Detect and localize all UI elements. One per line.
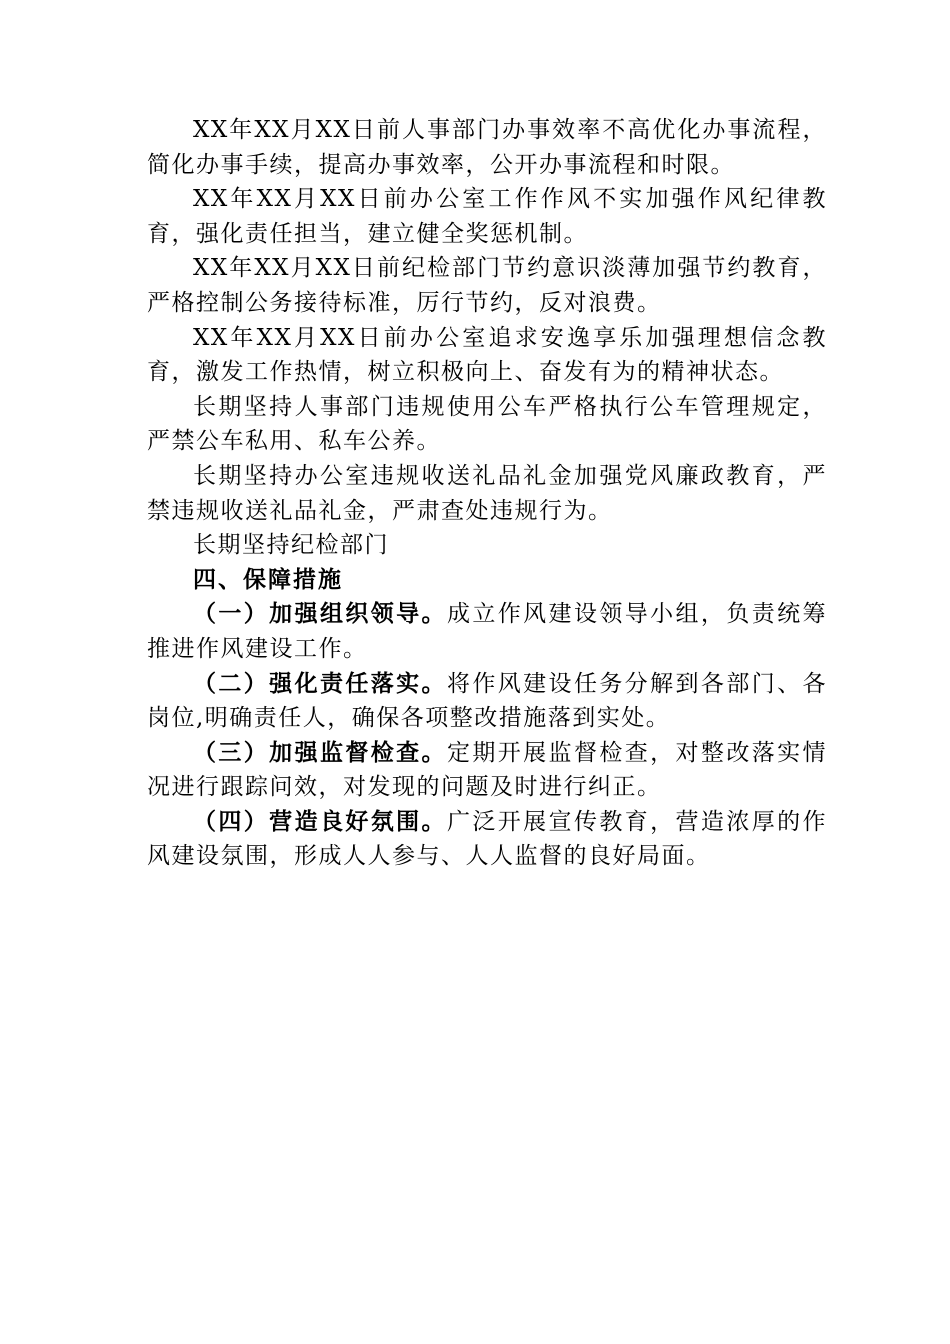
paragraph-discipline-dept: 长期坚持纪检部门 — [193, 532, 389, 559]
measure-text: 定期开展监督检查，对整改落实情况进行跟踪问效，对发现的问题及时进行纠正。 — [147, 739, 828, 801]
paragraph-office-ideals: XX年XX月XX日前办公室追求安逸享乐加强理想信念教育，激发工作热情，树立积极向上、奋发有为的精神状态。 — [147, 324, 827, 386]
measure-item — [147, 667, 827, 736]
document-page — [147, 113, 827, 874]
measure-text: 广泛开展宣传教育，营造浓厚的作风建设氛围，形成人人参与、人人监督的良好局面。 — [147, 808, 828, 870]
measure-title: （四）营造良好氛围。 — [193, 808, 447, 835]
measure-text: 将作风建设任务分解到各部门、各岗位,明确责任人，确保各项整改措施落到实处。 — [147, 670, 828, 732]
paragraph-hr-official-cars: 长期坚持人事部门违规使用公车严格执行公车管理规定，严禁公车私用、私车公养。 — [147, 393, 827, 455]
measure-title: （一）加强组织领导。 — [193, 601, 447, 628]
paragraph-office-gifts: 长期坚持办公室违规收送礼品礼金加强党风廉政教育，严禁违规收送礼品礼金，严肃查处违规行为。 — [147, 462, 827, 524]
paragraph-discipline-frugality: XX年XX月XX日前纪检部门节约意识淡薄加强节约教育，严格控制公务接待标准，厉行节约，反对浪费。 — [147, 255, 827, 316]
measure-title: （二）强化责任落实。 — [193, 670, 447, 697]
section-heading: 四、保障措施 — [193, 566, 343, 593]
measure-item — [147, 597, 827, 666]
paragraph-hr-efficiency: XX年XX月XX日前人事部门办事效率不高优化办事流程，简化办事手续，提高办事效率，公开办事流程和时限。 — [147, 117, 827, 178]
measure-title: （三）加强监督检查。 — [193, 739, 447, 766]
measure-item — [147, 805, 827, 874]
measure-text: 成立作风建设领导小组，负责统筹推进作风建设工作。 — [147, 601, 828, 662]
paragraph-office-work-style: XX年XX月XX日前办公室工作作风不实加强作风纪律教育，强化责任担当，建立健全奖惩机制。 — [147, 186, 827, 247]
measure-item — [147, 736, 827, 805]
